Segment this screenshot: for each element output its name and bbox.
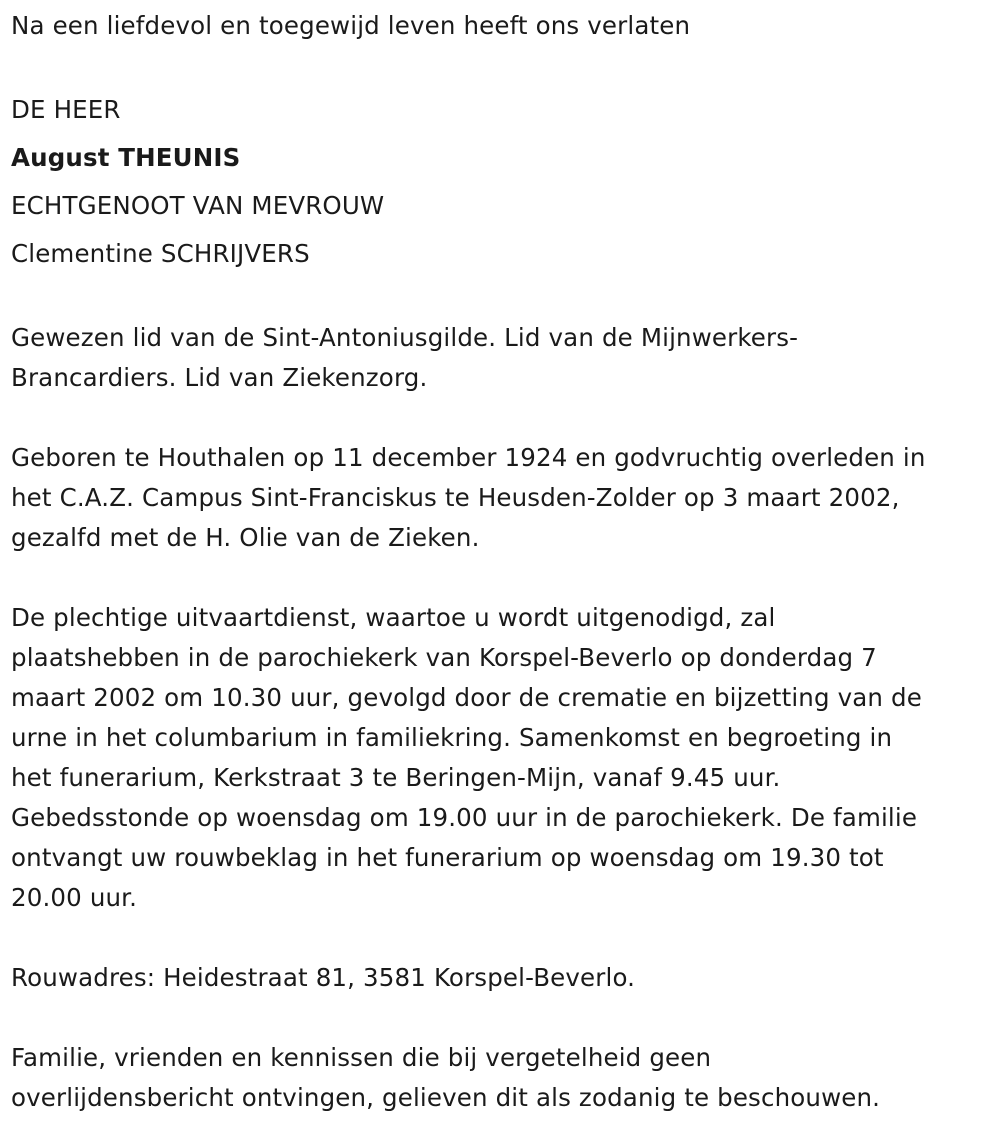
deceased-name: August THEUNIS xyxy=(11,143,241,172)
memberships-line: Gewezen lid van de Sint-Antoniusgilde. Lid van de Mijnwerkers- xyxy=(11,323,799,352)
mourning-address: Rouwadres: Heidestraat 81, 3581 Korspel-Beverlo. xyxy=(11,963,636,992)
life-line: het C.A.Z. Campus Sint-Franciskus te Heusden-Zolder op 3 maart 2002, xyxy=(11,483,900,512)
funeral-line: plaatshebben in de parochiekerk van Korspel-Beverlo op donderdag 7 xyxy=(11,643,877,672)
notice-line: overlijdensbericht ontvingen, gelieven dit als zodanig te beschouwen. xyxy=(11,1083,881,1112)
funeral-line: 20.00 uur. xyxy=(11,883,138,912)
life-line: Geboren te Houthalen op 11 december 1924 en godvruchtig overleden in xyxy=(11,443,926,472)
funeral-line: maart 2002 om 10.30 uur, gevolgd door de crematie en bijzetting van de xyxy=(11,683,922,712)
death-notice xyxy=(11,6,991,1118)
notice-line: Familie, vrienden en kennissen die bij vergetelheid geen xyxy=(11,1043,712,1072)
life-paragraph xyxy=(11,438,991,558)
honorific: DE HEER xyxy=(11,95,121,124)
intro-text xyxy=(11,6,991,46)
funeral-paragraph xyxy=(11,598,991,918)
funeral-line: De plechtige uitvaartdienst, waartoe u wordt uitgenodigd, zal xyxy=(11,603,776,632)
funeral-line: het funerarium, Kerkstraat 3 te Beringen-Mijn, vanaf 9.45 uur. xyxy=(11,763,781,792)
spouse-label: ECHTGENOOT VAN MEVROUW xyxy=(11,191,385,220)
funeral-line: urne in het columbarium in familiekring. Samenkomst en begroeting in xyxy=(11,723,893,752)
intro-line: Na een liefdevol en toegewijd leven heeft ons verlaten xyxy=(11,11,691,40)
memberships-line: Brancardiers. Lid van Ziekenzorg. xyxy=(11,363,428,392)
life-line: gezalfd met de H. Olie van de Zieken. xyxy=(11,523,480,552)
deceased-header xyxy=(11,86,991,278)
notice-paragraph xyxy=(11,1038,991,1118)
spouse-name: Clementine SCHRIJVERS xyxy=(11,239,310,268)
memberships-paragraph xyxy=(11,318,991,398)
address-paragraph xyxy=(11,958,991,998)
funeral-line: Gebedsstonde op woensdag om 19.00 uur in de parochiekerk. De familie xyxy=(11,803,918,832)
funeral-line: ontvangt uw rouwbeklag in het funerarium op woensdag om 19.30 tot xyxy=(11,843,884,872)
